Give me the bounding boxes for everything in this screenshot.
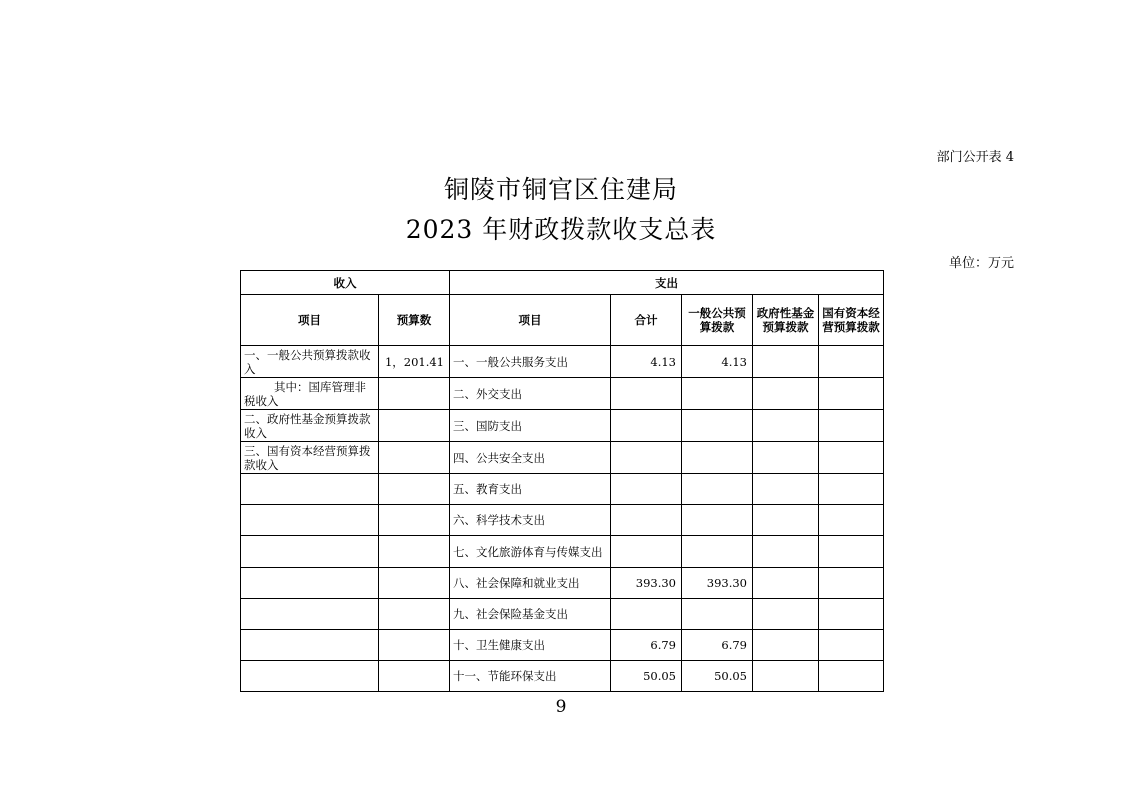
- col-state-capital-budget: 国有资本经营预算拨款: [819, 295, 884, 346]
- fund-budget-cell: [753, 536, 819, 568]
- income-budget-cell: 1，201.41: [379, 346, 450, 378]
- general-budget-cell: [682, 442, 753, 474]
- expense-item-cell: 五、教育支出: [450, 474, 611, 505]
- general-budget-cell: 50.05: [682, 661, 753, 692]
- state-capital-cell: [819, 568, 884, 599]
- income-item-cell: 二、政府性基金预算拨款收入: [241, 410, 379, 442]
- total-cell: 4.13: [611, 346, 682, 378]
- income-budget-cell: [379, 599, 450, 630]
- col-income-budget: 预算数: [379, 295, 450, 346]
- income-item-cell: [241, 568, 379, 599]
- col-expense-item: 项目: [450, 295, 611, 346]
- fund-budget-cell: [753, 410, 819, 442]
- total-cell: [611, 410, 682, 442]
- col-income-item: 项目: [241, 295, 379, 346]
- table-row: [241, 442, 884, 474]
- table-row: [241, 661, 884, 692]
- income-budget-cell: [379, 410, 450, 442]
- table-row: [241, 474, 884, 505]
- general-budget-cell: [682, 505, 753, 536]
- income-item-cell: 其中：国库管理非税收入: [241, 378, 379, 410]
- income-item-cell: [241, 630, 379, 661]
- total-cell: [611, 378, 682, 410]
- table-row: [241, 536, 884, 568]
- col-general-budget: 一般公共预算拨款: [682, 295, 753, 346]
- total-cell: 50.05: [611, 661, 682, 692]
- fund-budget-cell: [753, 661, 819, 692]
- expense-item-cell: 八、社会保障和就业支出: [450, 568, 611, 599]
- table-row: [241, 505, 884, 536]
- page-number: 9: [555, 697, 567, 717]
- expense-item-cell: 三、国防支出: [450, 410, 611, 442]
- total-cell: 393.30: [611, 568, 682, 599]
- fund-budget-cell: [753, 568, 819, 599]
- general-budget-cell: 393.30: [682, 568, 753, 599]
- income-budget-cell: [379, 630, 450, 661]
- expense-item-cell: 四、公共安全支出: [450, 442, 611, 474]
- table-row: [241, 599, 884, 630]
- expense-item-cell: 十、卫生健康支出: [450, 630, 611, 661]
- income-item-cell: 一、一般公共预算拨款收入: [241, 346, 379, 378]
- total-cell: [611, 474, 682, 505]
- total-cell: [611, 536, 682, 568]
- expense-header: 支出: [450, 271, 884, 295]
- income-item-cell: [241, 474, 379, 505]
- total-cell: [611, 442, 682, 474]
- state-capital-cell: [819, 442, 884, 474]
- income-item-cell: [241, 661, 379, 692]
- table-row: [241, 630, 884, 661]
- table-row: [241, 568, 884, 599]
- state-capital-cell: [819, 474, 884, 505]
- table-row: [241, 346, 884, 378]
- unit-label: 单位：万元: [948, 256, 1014, 271]
- col-total: 合计: [611, 295, 682, 346]
- state-capital-cell: [819, 599, 884, 630]
- fund-budget-cell: [753, 474, 819, 505]
- state-capital-cell: [819, 410, 884, 442]
- state-capital-cell: [819, 505, 884, 536]
- state-capital-cell: [819, 346, 884, 378]
- total-cell: [611, 505, 682, 536]
- income-budget-cell: [379, 378, 450, 410]
- general-budget-cell: [682, 410, 753, 442]
- income-item-cell: [241, 599, 379, 630]
- fund-budget-cell: [753, 346, 819, 378]
- income-budget-cell: [379, 474, 450, 505]
- state-capital-cell: [819, 536, 884, 568]
- expense-item-cell: 二、外交支出: [450, 378, 611, 410]
- general-budget-cell: 6.79: [682, 630, 753, 661]
- income-budget-cell: [379, 568, 450, 599]
- income-item-cell: [241, 505, 379, 536]
- income-budget-cell: [379, 661, 450, 692]
- income-item-cell: 三、国有资本经营预算拨款收入: [241, 442, 379, 474]
- income-item-cell: [241, 536, 379, 568]
- general-budget-cell: 4.13: [682, 346, 753, 378]
- expense-item-cell: 十一、节能环保支出: [450, 661, 611, 692]
- general-budget-cell: [682, 378, 753, 410]
- table-row: [241, 410, 884, 442]
- fund-budget-cell: [753, 378, 819, 410]
- budget-table: [240, 270, 884, 692]
- state-capital-cell: [819, 661, 884, 692]
- state-capital-cell: [819, 630, 884, 661]
- fund-budget-cell: [753, 442, 819, 474]
- page-title: 铜陵市铜官区住建局: [443, 175, 678, 204]
- fund-budget-cell: [753, 505, 819, 536]
- general-budget-cell: [682, 474, 753, 505]
- income-budget-cell: [379, 505, 450, 536]
- general-budget-cell: [682, 599, 753, 630]
- expense-item-cell: 七、文化旅游体育与传媒支出: [450, 536, 611, 568]
- general-budget-cell: [682, 536, 753, 568]
- col-fund-budget: 政府性基金预算拨款: [753, 295, 819, 346]
- income-budget-cell: [379, 442, 450, 474]
- total-cell: 6.79: [611, 630, 682, 661]
- table-column-header-row: [241, 295, 884, 346]
- page-subtitle: 2023 年财政拨款收支总表: [405, 215, 717, 244]
- expense-item-cell: 九、社会保险基金支出: [450, 599, 611, 630]
- expense-item-cell: 六、科学技术支出: [450, 505, 611, 536]
- income-budget-cell: [379, 536, 450, 568]
- table-row: [241, 378, 884, 410]
- expense-item-cell: 一、一般公共服务支出: [450, 346, 611, 378]
- table-group-header-row: [241, 271, 884, 295]
- form-code: 部门公开表 4: [936, 150, 1014, 165]
- fund-budget-cell: [753, 599, 819, 630]
- income-header: 收入: [241, 271, 450, 295]
- state-capital-cell: [819, 378, 884, 410]
- fund-budget-cell: [753, 630, 819, 661]
- total-cell: [611, 599, 682, 630]
